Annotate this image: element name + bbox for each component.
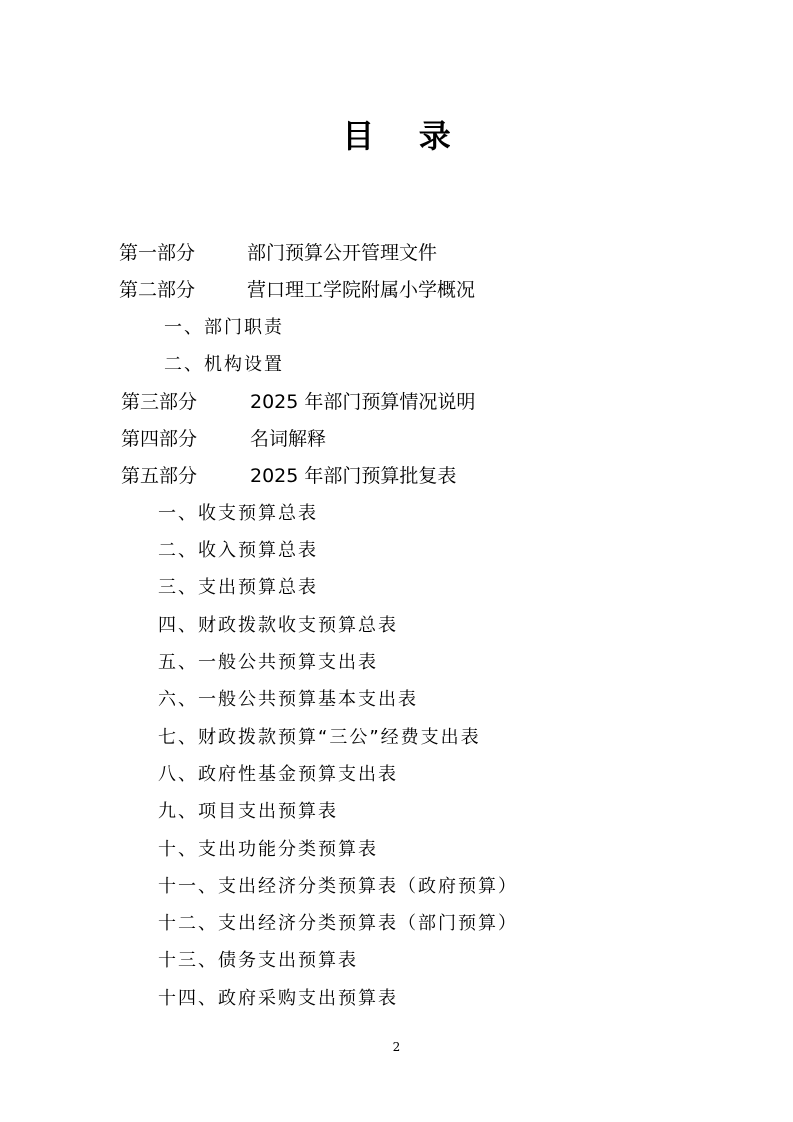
toc-item[interactable]: 二、收入预算总表 [158,540,318,561]
toc-part-5[interactable] [121,461,681,491]
toc-item[interactable]: 十、支出功能分类预算表 [158,839,378,860]
toc-item[interactable]: 四、财政拨款收支预算总表 [158,615,398,636]
toc-item[interactable]: 十一、支出经济分类预算表（政府预算） [158,876,518,897]
part-title: 部门预算公开管理文件 [247,242,438,264]
part-number: 第五部分 [121,465,198,487]
toc-item[interactable]: 六、一般公共预算基本支出表 [158,689,418,710]
toc-item[interactable]: 十四、政府采购支出预算表 [158,988,398,1009]
toc-item[interactable]: 九、项目支出预算表 [158,801,338,822]
toc-item[interactable]: 五、一般公共预算支出表 [158,652,378,673]
toc-item[interactable]: 三、支出预算总表 [158,577,318,598]
toc-item[interactable]: 七、财政拨款预算“三公”经费支出表 [158,727,481,748]
part-number: 第四部分 [121,428,198,450]
part-title: 名词解释 [250,428,327,450]
toc-item[interactable]: 十三、债务支出预算表 [158,950,358,971]
toc-part-2[interactable] [119,275,679,305]
part-title: 营口理工学院附属小学概况 [247,279,476,301]
toc-item[interactable]: 十二、支出经济分类预算表（部门预算） [158,913,518,934]
toc-item[interactable]: 一、收支预算总表 [158,503,318,524]
part-number: 第三部分 [121,391,198,413]
toc-part-4[interactable] [121,424,681,454]
toc-title: 目 录 [342,117,451,155]
toc-item[interactable]: 一、部门职责 [164,317,284,338]
toc-item[interactable]: 二、机构设置 [164,354,284,375]
toc-item[interactable]: 八、政府性基金预算支出表 [158,764,398,785]
toc-part-3[interactable] [121,387,681,417]
part-number: 第二部分 [119,279,196,301]
toc-part-1[interactable] [119,238,679,268]
page-number: 2 [392,1040,401,1054]
part-title: 2025 年部门预算批复表 [250,465,457,487]
part-title: 2025 年部门预算情况说明 [250,391,476,413]
part-number: 第一部分 [119,242,196,264]
